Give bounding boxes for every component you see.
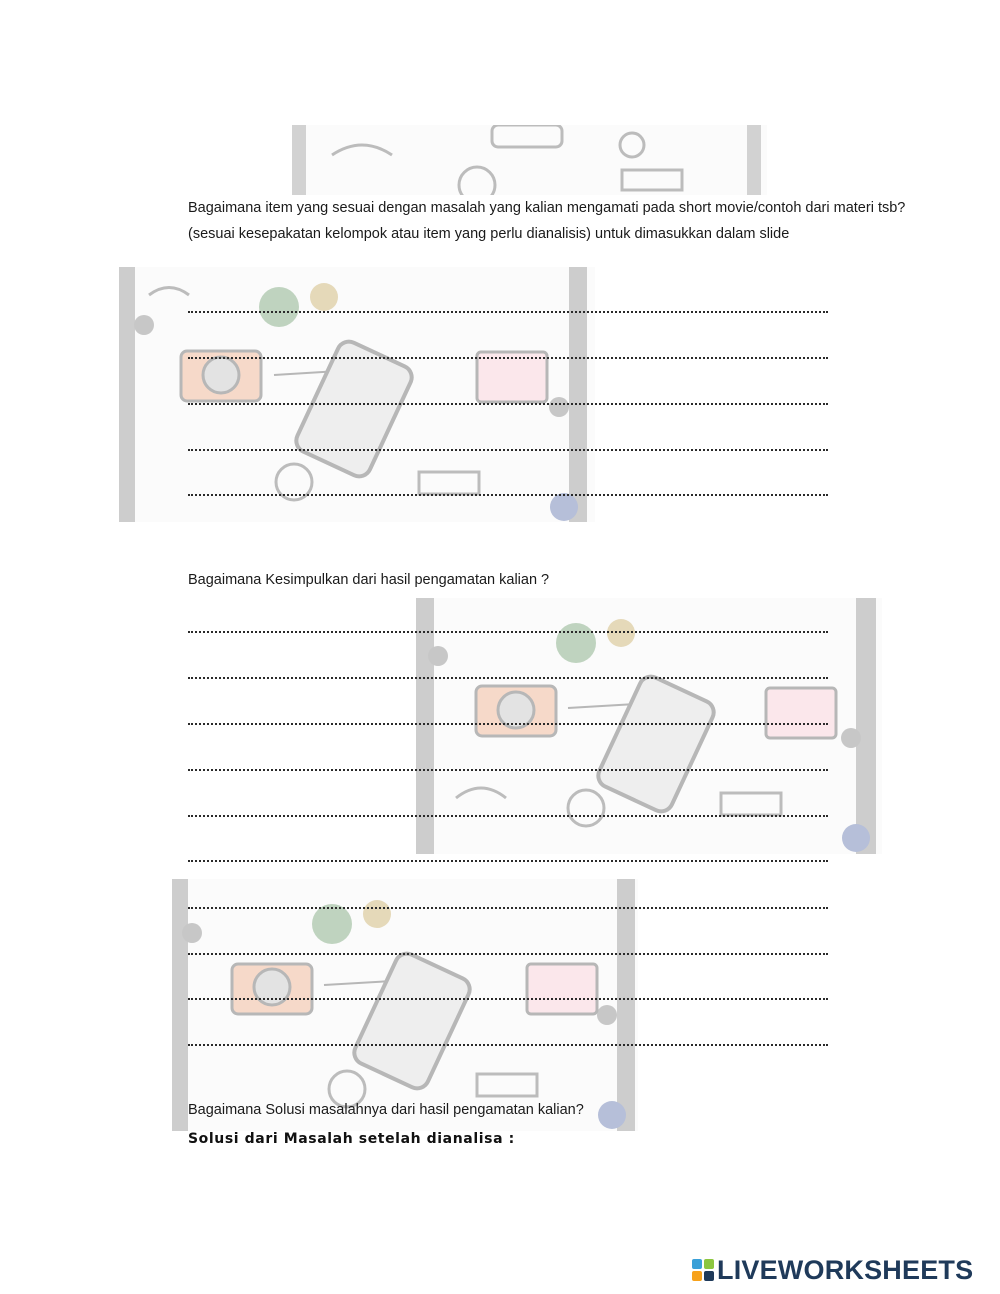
answer-line[interactable]: [188, 311, 828, 313]
question-conclusion: Bagaimana Kesimpulkan dari hasil pengamatan kalian ?: [188, 572, 550, 588]
answer-line[interactable]: [188, 907, 828, 909]
question-item-analysis: Bagaimana item yang sesuai dengan masalah yang kalian mengamati pada short movie/contoh dari materi tsb? (sesuai kesepakatan kelompok atau item yang perlu dianalisis) untuk dimasukkan dalam slide: [188, 200, 906, 242]
liveworksheets-brand: [692, 1253, 973, 1287]
brand-name: LIVEWORKSHEETS: [717, 1254, 974, 1285]
answer-line[interactable]: [188, 860, 828, 862]
logo-square-navy: [704, 1271, 714, 1281]
logo-square-green: [704, 1259, 714, 1269]
answer-line[interactable]: [188, 403, 828, 405]
answer-line[interactable]: [188, 631, 828, 633]
answer-line[interactable]: [188, 449, 828, 451]
tech-doodle-illustration: [292, 125, 767, 195]
answer-line[interactable]: [188, 953, 828, 955]
answer-line[interactable]: [188, 677, 828, 679]
answer-line[interactable]: [188, 998, 828, 1000]
liveworksheets-logo-icon: [692, 1259, 714, 1281]
solution-heading: Solusi dari Masalah setelah dianalisa :: [188, 1131, 515, 1147]
logo-square-blue: [692, 1259, 702, 1269]
answer-line[interactable]: [188, 1044, 828, 1046]
answer-line[interactable]: [188, 815, 828, 817]
tech-doodle-illustration: [172, 879, 638, 1131]
answer-line[interactable]: [188, 494, 828, 496]
logo-square-orange: [692, 1271, 702, 1281]
question-solution: Bagaimana Solusi masalahnya dari hasil pengamatan kalian?: [188, 1102, 584, 1118]
answer-line[interactable]: [188, 769, 828, 771]
tech-doodle-illustration: [119, 267, 595, 522]
answer-line[interactable]: [188, 357, 828, 359]
answer-line[interactable]: [188, 723, 828, 725]
